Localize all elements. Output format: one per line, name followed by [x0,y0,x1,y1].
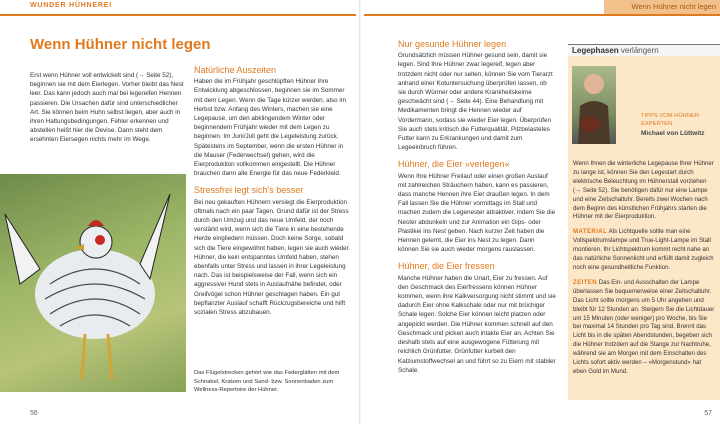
sidebar-title-rest: verlängern [620,46,659,55]
chicken-photo [0,174,186,392]
tipps-label: TIPPS VOM HÜHNER-EXPERTEN [641,113,701,127]
running-header-left: WUNDER HÜHNEREI [30,2,112,9]
sidebar-paragraph-2 [573,228,716,273]
page-number-left: 56 [30,410,38,417]
section-heading-egg-eating: Hühner, die Eier fressen [398,261,495,272]
sidebar-paragraph-3-text: Das Ein- und Ausschalten der Lampe überlassen Sie bequemerweise einer Zeitschaltuhr. Das Licht sollte morgens um 5 Uhr angehen und bleibt für 12 Stunden an. Steigern Sie die Lichtdauer um 15 Minuten (oder weniger) pro Woche, bis Sie bei maximal 14 Stunden pro Tag sind. Brennt das Licht bis in die späten Abendstunden, begeben sich die Hühner trotzdem auf die Stange zur Nachtruhe, während sie am Morgen mit dem Einschalten des Lichts sofort aktiv werden – »Morgenstund« hat eben Gold im Mund. [573,278,715,375]
sidebar-title [568,44,720,56]
sidebar-title-bold: Legephasen [572,46,619,55]
section-heading-misplaced-eggs: Hühner, die Eier »verlegen« [398,159,510,170]
photo-caption: Das Flügelstrecken gehört wie das Federglätten mit dem Schnabel, Kratzen und Sand- bzw. Sonnenbaden zum Wellness-Repertoire der Hühner. [194,370,340,393]
section-heading-stressfree: Stressfrei legt sich's besser [194,185,304,196]
header-rule-left [0,14,356,16]
book-spine [359,0,361,424]
keyword-zeiten: ZEITEN [573,278,598,286]
section-text-healthy: Grundsätzlich müssen Hühner gesund sein, damit sie legen. Sind Ihre Hühner zwar legereif, legen aber trotzdem nicht oder nur selten, können Sie vom Tierarzt anhand einer Kotuntersuchung überprüfen lassen, ob sie durch Würmer oder andere Krankheitskeime geschwächt sind (→ Seite 44). Eine Behandlung mit Medikamenten bringt die Hennen wieder auf Vordermann, sodass sie wieder Eier legen. Überprüfen Sie auch stets kritisch die Futterqualität. Pilzbelastetes Futter kann zu Erkrankungen und damit zum Legeeinbruch führen. [398,52,553,152]
running-header-right: Wenn Hühner nicht legen [604,0,720,14]
sidebar-paragraph-3 [573,279,716,377]
column-right [398,40,556,383]
sidebar-paragraph-2-text: Als Lichtquelle sollte man eine Vollspektrumslampe und True-Light-Lampe im Stall montieren. Ihr Lichtspektrum kommt recht nahe an das natürliche Sonnenlicht und erfüllt damit zugleich noch eine gesundheitliche Funktion. [573,228,714,271]
intro-paragraph: Erst wenn Hühner voll entwickelt sind (→ Seite 52), beginnen sie mit dem Eierlegen. Vorher bleibt das Nest leer. Das kann jedoch auch mal bei legereifen Hennen passieren. Die Ursachen dafür sind unterschiedlicher Art. Sie können beim Huhn selbst liegen, aber auch in ihren Haltungsbedingungen. Fehler erkennen und abstellen heißt hier die Devise. Dann steht dem ersehnten Eiersegen nichts mehr im Wege. [30,72,184,144]
header-rule-right [364,14,720,16]
section-heading-healthy: Nur gesunde Hühner legen [398,39,507,49]
page-title: Wenn Hühner nicht legen [30,36,211,53]
keyword-material: MATERIAL [573,228,608,236]
section-heading-natural-breaks: Natürliche Auszeiten [194,65,277,75]
section-text-stressfree: Bei neu gekauften Hühnern versiegt die Eierproduktion oftmals nach ein paar Tagen. Grund dafür ist der Stress durch den Umzug und das neue Umfeld, der noch verstärkt wird, wenn sich die Tiere in eine bestehende Herde eingliedern müssen. Doch keine Sorge, sobald sich die Tiere eingewöhnt haben, legen sie auch wieder. Hühner, die kein entspanntes Umfeld haben, stehen ebenfalls unter Stress und lassen in ihrer Legeleistung nach. Das ist beispielsweise der Fall, wenn sich ein aggressiver Hund stets in Auslaufnähe befindet, oder Greifvögel schon Hühner geschlagen haben. Ein gut bepflanzter Auslauf schafft Rückzugsbereiche und hilft sozialen Stress abzubauen. [194,198,351,317]
expert-portrait [572,66,616,144]
page-number-right: 57 [704,410,712,417]
chicken-illustration [0,174,186,392]
sidebar-paragraph-1: Wenn Ihnen die winterliche Legepause Ihrer Hühner zu lange ist, können Sie den Legestart durch elektrische Beleuchtung im Hühnerstall vorziehen (→ Seite 52). Sie benötigen dafür nur eine Lampe und eine Zeitschaltuhr. Bereits zwei Wochen nach dem Beginn des künstlichen Frühjahrs starten die Hühner mit der Eierproduktion. [573,160,714,221]
column-middle [194,66,352,325]
sidebar-body [573,160,716,383]
section-text-misplaced-eggs: Wenn Ihre Hühner Freilauf oder einen großen Auslauf mit zahlreichen Sträuchern haben, kann es passieren, dass manche Hennen ihre Eier draußen legen. In dem Fall lassen Sie die Hühner vormittags im Stall und machen zudem die Legenester attraktiver, indem Sie die Nester abdunkeln und zur Animation ein Gips- oder Plastikei ins Nest geben. Nach kurzer Zeit haben die Hennen gelernt, die Eier ins Nest zu legen. Dann können Sie sie auch wieder morgens rauslassen. [398,172,556,254]
section-text-natural-breaks: Haben die im Frühjahr geschlüpften Hühner ihre Entwicklung abgeschlossen, beginnen sie im Sommer mit dem Legen. Wenn die Tage kürzer werden, also im Herbst bzw. Anfang des Winters, machen sie eine Legepause, um den abklingendem Winter oder beginnendem Frühjahr wieder mit dem Legen zu beginnen. Im Juni/Juli geht die Legeleistung zurück. Spätestens im September, wenn die ersten Hühner in die Mauser (Federwechsel) gehen, wird die Eierproduktion vollkommen eingestellt. Die Hühner brauchen dann alle Energie für das neue Federkleid. [194,78,347,178]
section-text-egg-eating: Manche Hühner haben die Unart, Eier zu fressen. Auf den Geschmack des Eierfressens können Hühner kommen, wenn ihre Kalkversorgung nicht stimmt und sie dadurch Eier ohne Kalkschale oder nur mit brüchiger Schale legen. Solche Eier können leicht platzen oder angepickt werden. Die Hühner kommen schnell auf den Geschmack und picken auch intakte Eier an. Achten Sie deshalb stets auf eine ausgewogene Fütterung mit reichlich Grünfutter. Grünfutter kurbelt den Kalziumstoffwechsel an und führt so zu Eiern mit stabiler Schale. [398,274,556,374]
expert-name: Michael von Lüttwitz [641,130,705,137]
expert-portrait-illustration [572,66,616,144]
